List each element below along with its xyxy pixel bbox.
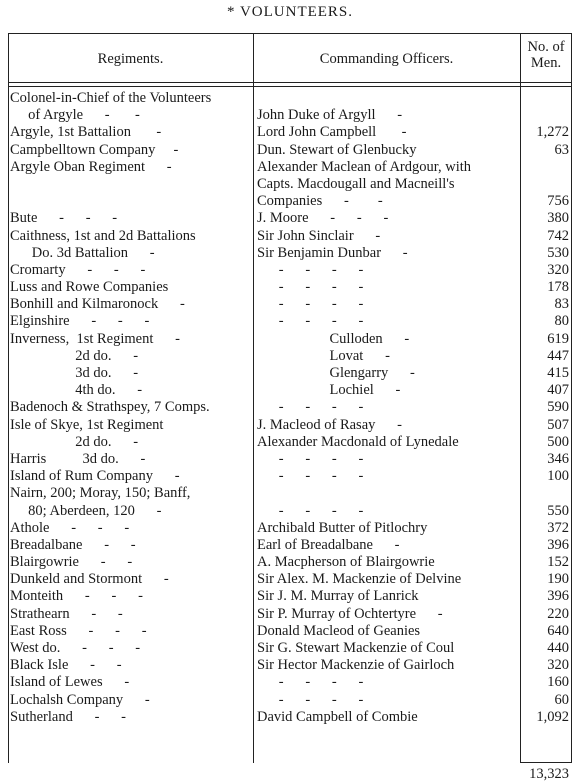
regiment-cell: Inverness, 1st Regiment - (10, 330, 180, 347)
officer-cell: - - - - (257, 279, 364, 296)
regiment-cell: Lochalsh Company - (10, 691, 150, 708)
men-cell: 756 (547, 193, 569, 210)
table-row (8, 107, 572, 124)
officer-cell: - - - - (257, 468, 364, 485)
men-cell: 1,092 (536, 708, 569, 725)
officer-cell: - - - - (257, 674, 364, 691)
table-row (8, 434, 572, 451)
men-cell: 190 (547, 571, 569, 588)
header-men-line2: Men. (530, 55, 562, 71)
total-value: 13,323 (529, 766, 569, 782)
table-row (8, 382, 572, 399)
regiment-cell: Strathearn - - (10, 605, 123, 622)
men-cell: 1,272 (536, 124, 569, 141)
officer-cell: - - - - (257, 296, 364, 313)
table-row (8, 588, 572, 605)
men-cell: 530 (547, 244, 569, 261)
men-cell: 550 (547, 502, 569, 519)
table-row (8, 210, 572, 227)
regiment-cell: Cromarty - - - (10, 261, 146, 278)
table-row (8, 692, 572, 709)
officer-cell: Sir John Sinclair - (257, 227, 381, 244)
table-row (8, 228, 572, 245)
table-row (8, 176, 572, 193)
men-cell: 619 (547, 330, 569, 347)
men-cell: 440 (547, 640, 569, 656)
regiment-cell: Athole - - - (10, 519, 130, 536)
table-row (8, 485, 572, 502)
officer-cell: Companies - - (257, 193, 383, 210)
officer-cell: Sir Alex. M. Mackenzie of Delvine (257, 571, 462, 588)
regiment-cell: of Argyle - - (10, 107, 140, 124)
table-row (8, 417, 572, 434)
volunteers-table (8, 33, 572, 782)
table-row (8, 623, 572, 640)
regiment-cell: Blairgowrie - - (10, 554, 133, 571)
table-row (8, 313, 572, 330)
officer-cell: - - - - (257, 313, 364, 330)
regiment-cell: Elginshire - - - (10, 313, 150, 330)
men-cell: 80 (554, 313, 569, 330)
regiment-cell: Luss and Rowe Companies (10, 279, 169, 296)
men-cell: 507 (547, 416, 569, 433)
header-officers: Commanding Officers. (319, 51, 454, 67)
table-row (8, 124, 572, 141)
table-row (8, 537, 572, 554)
table-row (8, 245, 572, 262)
regiment-cell: Argyle, 1st Battalion - (10, 124, 162, 141)
header-men-line1: No. of (527, 39, 565, 55)
regiment-cell: Badenoch & Strathspey, 7 Comps. (10, 399, 210, 416)
officer-cell: J. Macleod of Rasay - (257, 416, 402, 433)
header-regiments: Regiments. (97, 51, 164, 67)
men-cell: 590 (547, 399, 569, 416)
officer-cell: Archibald Butter of Pitlochry (257, 519, 428, 536)
table-row (8, 468, 572, 485)
officer-cell: Sir P. Murray of Ochtertyre - (257, 605, 443, 622)
officer-cell: - - - - (257, 450, 364, 467)
regiment-cell: Harris 3d do. - (10, 450, 146, 467)
officer-cell: David Campbell of Combie (257, 708, 418, 725)
officer-cell: Lochiel - (257, 382, 401, 399)
table-body (8, 90, 572, 726)
regiment-cell: Island of Lewes - (10, 674, 130, 691)
header-rule (8, 82, 572, 83)
header-men (520, 39, 572, 71)
regiment-cell: Nairn, 200; Moray, 150; Banff, (10, 485, 191, 502)
regiment-cell: Sutherland - - (10, 708, 126, 725)
header-rule-double (8, 86, 572, 87)
officer-cell: Earl of Breadalbane - (257, 536, 400, 553)
officer-cell: Sir Benjamin Dunbar - (257, 244, 408, 261)
regiment-cell: Island of Rum Company - (10, 468, 180, 485)
men-cell: 407 (547, 382, 569, 399)
officer-cell: Alexander Macdonald of Lynedale (257, 433, 459, 450)
table-row (8, 348, 572, 365)
regiment-cell: Campbelltown Company - (10, 141, 179, 158)
regiment-cell: 2d do. - (10, 433, 139, 450)
table-row (8, 331, 572, 348)
men-cell: 640 (547, 622, 569, 639)
officer-cell: - - - - (257, 691, 364, 708)
regiment-cell: Bute - - - (10, 210, 118, 227)
officer-cell: J. Moore - - - (257, 210, 389, 227)
men-cell: 447 (547, 347, 569, 364)
table-row (8, 159, 572, 176)
table-row (8, 674, 572, 691)
officer-cell: Culloden - (257, 330, 410, 347)
officer-cell: Donald Macleod of Geanies (257, 622, 421, 639)
men-cell: 83 (554, 296, 569, 313)
officer-cell: Sir Hector Mackenzie of Gairloch (257, 657, 455, 674)
table-row (8, 142, 572, 159)
table-row (8, 503, 572, 520)
officer-cell: John Duke of Argyll - (257, 107, 403, 124)
total-rule (520, 762, 572, 763)
table-row (8, 657, 572, 674)
men-cell: 372 (547, 519, 569, 536)
men-cell: 415 (547, 365, 569, 381)
men-cell: 178 (547, 279, 569, 296)
officer-cell: Glengarry - (257, 365, 415, 381)
table-row (8, 399, 572, 416)
table-row (8, 606, 572, 623)
officer-cell: Alexander Maclean of Ardgour, with (257, 158, 472, 175)
men-cell: 500 (547, 433, 569, 450)
officer-cell: Sir J. M. Murray of Lanrick (257, 588, 419, 605)
officer-cell: A. Macpherson of Blairgowrie (257, 554, 435, 571)
table-row (8, 451, 572, 468)
regiment-cell: Black Isle - - (10, 657, 122, 674)
regiment-cell: 80; Aberdeen, 120 - (10, 502, 162, 519)
men-cell: 100 (547, 468, 569, 485)
men-cell: 152 (547, 554, 569, 571)
regiment-cell: Dunkeld and Stormont - (10, 571, 169, 588)
regiment-cell: Breadalbane - - (10, 536, 136, 553)
table-row (8, 520, 572, 537)
regiment-cell: Colonel-in-Chief of the Volunteers (10, 90, 212, 106)
officer-cell: Lord John Campbell - (257, 124, 407, 141)
table-row (8, 554, 572, 571)
men-cell: 220 (547, 605, 569, 622)
officer-cell: - - - - (257, 399, 364, 416)
men-cell: 160 (547, 674, 569, 691)
page-title: * VOLUNTEERS. (226, 4, 354, 20)
officer-cell: - - - - (257, 261, 364, 278)
regiment-cell: Monteith - - - (10, 588, 143, 605)
men-cell: 320 (547, 261, 569, 278)
regiment-cell: 3d do. - (10, 365, 139, 381)
officer-cell: Capts. Macdougall and Macneill's (257, 175, 455, 192)
men-cell: 63 (554, 141, 569, 158)
regiment-cell: Isle of Skye, 1st Regiment (10, 416, 164, 433)
table-row (8, 262, 572, 279)
regiment-cell: Do. 3d Battalion - (10, 244, 155, 261)
table-row (8, 709, 572, 726)
officer-cell: Dun. Stewart of Glenbucky (257, 141, 417, 158)
table-row (8, 296, 572, 313)
table-row (8, 640, 572, 657)
men-cell: 320 (547, 657, 569, 674)
officer-cell: Sir G. Stewart Mackenzie of Coul (257, 640, 455, 656)
men-cell: 60 (554, 691, 569, 708)
men-cell: 742 (547, 227, 569, 244)
table-row (8, 571, 572, 588)
regiment-cell: East Ross - - - (10, 622, 147, 639)
men-cell: 396 (547, 536, 569, 553)
table-row (8, 365, 572, 382)
regiment-cell: Bonhill and Kilmaronock - (10, 296, 185, 313)
regiment-cell: 4th do. - (10, 382, 143, 399)
men-cell: 346 (547, 450, 569, 467)
table-row (8, 90, 572, 107)
table-top-rule (8, 33, 572, 34)
men-cell: 396 (547, 588, 569, 605)
regiment-cell: 2d do. - (10, 347, 139, 364)
officer-cell: - - - - (257, 502, 364, 519)
officer-cell: Lovat - (257, 347, 390, 364)
regiment-cell: West do. - - - (10, 640, 141, 656)
regiment-cell: Argyle Oban Regiment - (10, 158, 172, 175)
men-cell: 380 (547, 210, 569, 227)
table-row (8, 279, 572, 296)
table-row (8, 193, 572, 210)
regiment-cell: Caithness, 1st and 2d Battalions (10, 227, 196, 244)
